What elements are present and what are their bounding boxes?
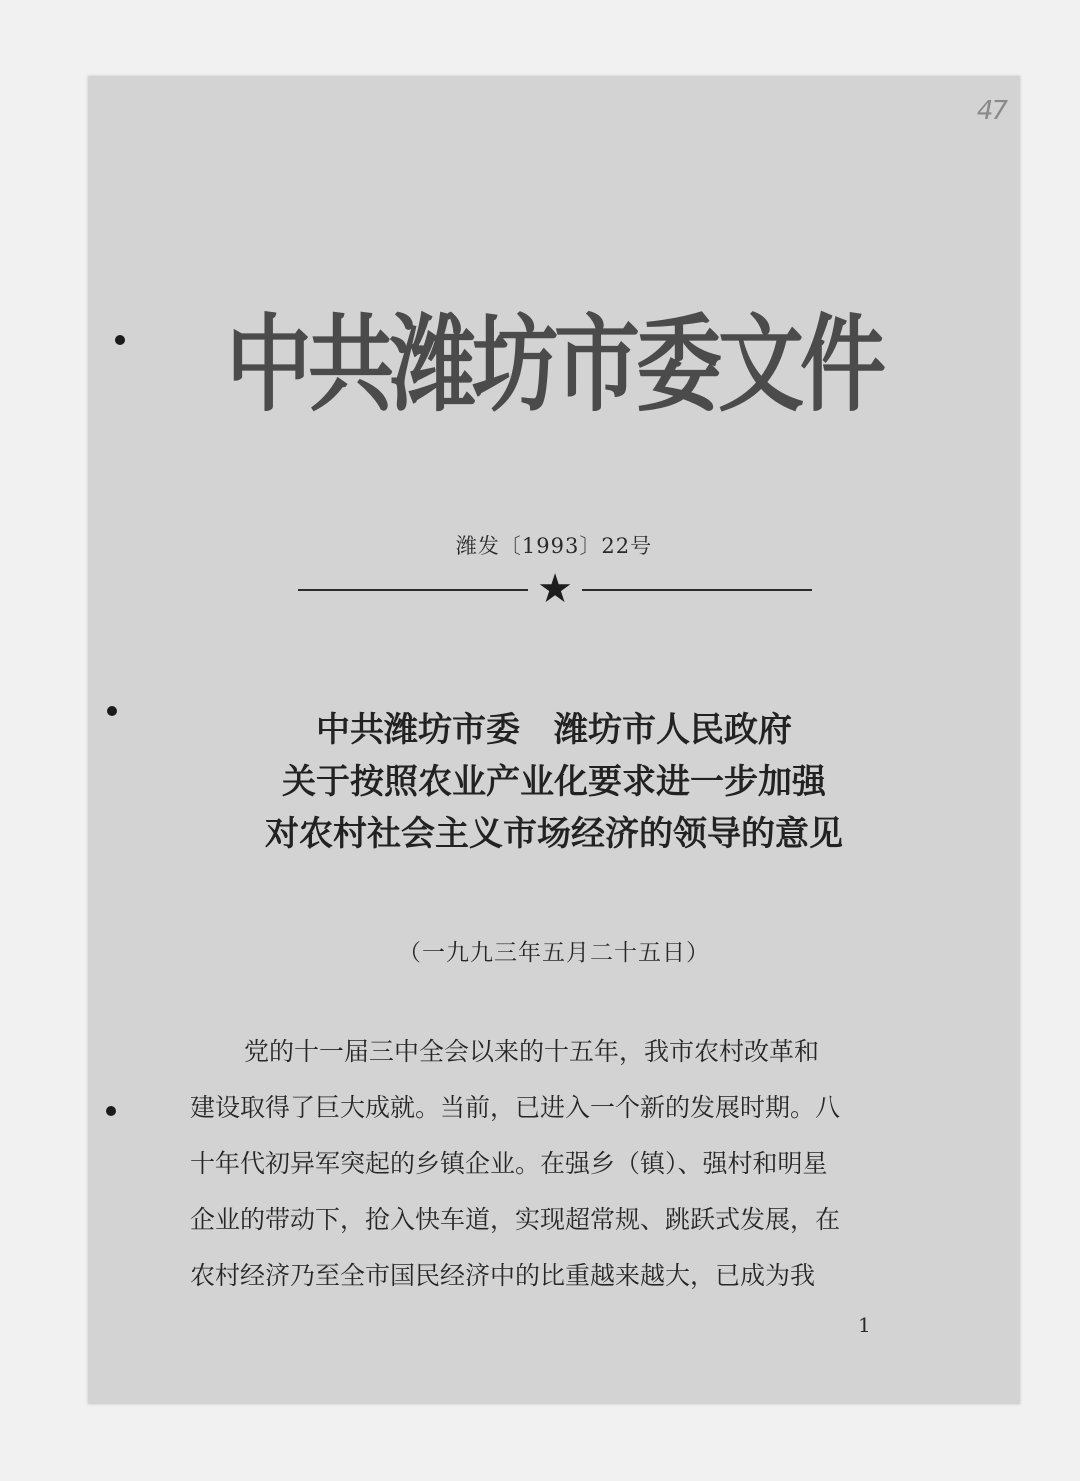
divider-line-right bbox=[582, 589, 812, 591]
body-line: 十年代初异军突起的乡镇企业。在强乡（镇）、强村和明星 bbox=[190, 1149, 828, 1178]
masthead-title: 中共潍坊市委文件 bbox=[226, 304, 882, 427]
star-icon: ★ bbox=[537, 566, 573, 612]
title-line: 关于按照农业产业化要求进一步加强 bbox=[282, 762, 826, 802]
handwritten-page-mark: 47 bbox=[976, 96, 1006, 126]
page-number: 1 bbox=[858, 1313, 871, 1337]
body-paragraph bbox=[190, 1024, 900, 1304]
divider-line-left bbox=[298, 589, 528, 591]
title-line: 对农村社会主义市场经济的领导的意见 bbox=[265, 814, 843, 854]
punch-hole bbox=[106, 1106, 116, 1116]
body-line: 农村经济乃至全市国民经济中的比重越来越大，已成为我 bbox=[190, 1261, 816, 1290]
title-line: 中共潍坊市委 潍坊市人民政府 bbox=[316, 710, 792, 750]
body-line: 企业的带动下，抢入快车道，实现超常规、跳跃式发展，在 bbox=[190, 1205, 841, 1234]
body-line: 建设取得了巨大成就。当前，已进入一个新的发展时期。八 bbox=[190, 1093, 841, 1122]
body-line: 党的十一届三中全会以来的十五年，我市农村改革和 bbox=[244, 1037, 820, 1066]
document-title bbox=[88, 704, 1020, 860]
document-number: 潍发〔1993〕22号 bbox=[455, 534, 653, 558]
document-date: （一九九三年五月二十五日） bbox=[398, 940, 710, 966]
document-page bbox=[88, 76, 1020, 1404]
